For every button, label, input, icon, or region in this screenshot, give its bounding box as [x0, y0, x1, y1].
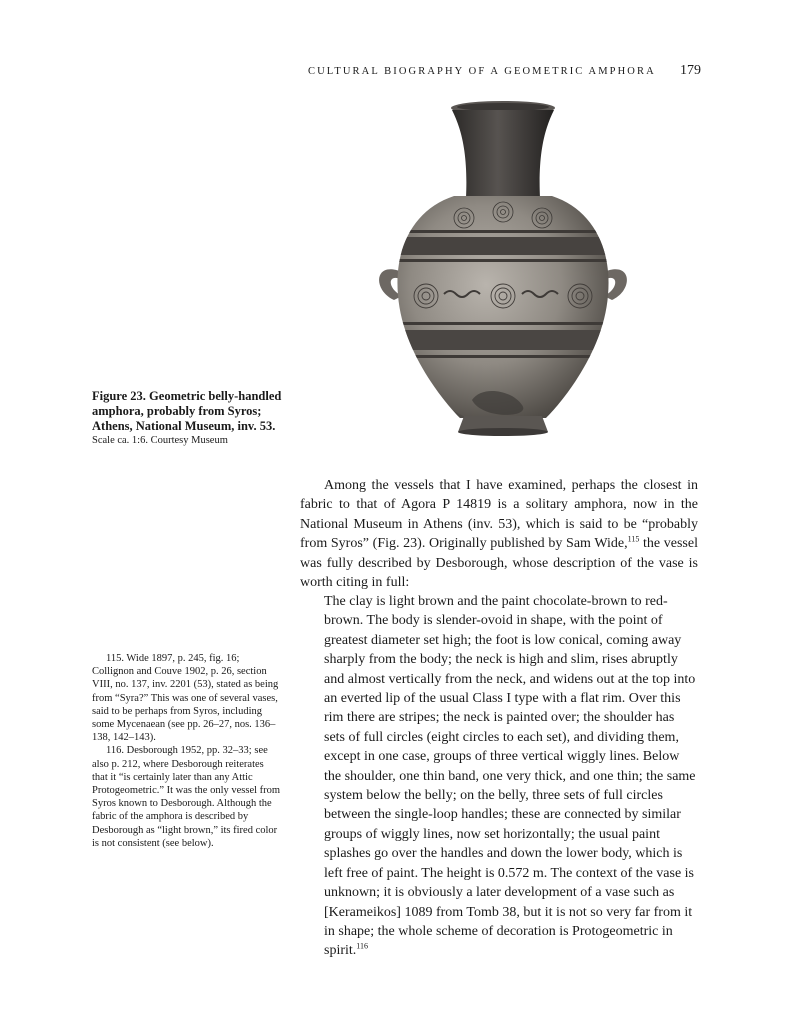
body-paragraph-rest: the vessel was fully described by Desborough, whose description of the vase is worth citing in full: [300, 536, 698, 591]
footnote-ref-115[interactable]: 115 [627, 534, 640, 544]
block-quote-text: The clay is light brown and the paint chocolate-brown to red-brown. The body is slender-ovoid in shape, with the point of greatest diameter set high; the foot is low conical, coming away sharply from the body; the neck is high and slim, rises abruptly and almost vertically from the neck, and widens out at the top into an everted lip of the usual Class I type with a flat rim. Over this rim there are stripes; the neck is painted over; the shoulder has sets of full circles (eight circles to each set), and dividing them, except in one case, groups of three vertical wiggly lines. Below the shoulder, one thin band, one very thick, and one thin; the same system below the belly; on the belly, three sets of full circles between the single-loop handles; these are connected by similar groups of wiggly lines, now set horizontally; the usual paint splashes go over the handles and down the lower body, which is left free of paint. The height is 0.572 m. The context of the vase is unknown; it is obviously a later development of a vase such as [Kerameikos] 1089 from Tomb 38, but it is not so very far from it in shape; the whole scheme of decoration is Protogeometric in spirit. [324, 594, 696, 959]
amphora-photo [372, 100, 634, 440]
body-paragraph [300, 476, 698, 592]
footnote-ref-116[interactable]: 116 [356, 941, 368, 951]
footnote: 115. Wide 1897, p. 245, fig. 16; Collignon and Couve 1902, p. 26, section VIII, no. 137, inv. 2201 (53), stated as being from “Syra?” This was one of several vases, said to be perhaps from Syros, including some Mycenaean (see pp. 26–27, nos. 136–138, 142–143). [92, 653, 279, 744]
block-quote [324, 592, 696, 961]
footnote: 116. Desborough 1952, pp. 32–33; see also p. 212, where Desborough reiterates that it “is certainly later than any Attic Protogeometric.” It was the only vessel from Syros known to Desborough. Although the fabric of the amphora is described by Desborough as “light brown,” its fired color is not consistent (see below). [92, 745, 281, 849]
running-head: CULTURAL BIOGRAPHY OF A GEOMETRIC AMPHORA [308, 66, 656, 77]
footnotes [92, 652, 282, 850]
figure-caption [92, 389, 282, 447]
page-number: 179 [680, 63, 701, 78]
body-paragraph-text: Among the vessels that I have examined, perhaps the closest in fabric to that of Agora P 14819 is a solitary amphora, now in the National Museum in Athens (inv. 53), which is said to be “probably from Syros” (Fig. 23). Originally published by Sam Wide, [300, 478, 698, 552]
caption-title: Figure 23. Geometric belly-handled amphora, probably from Syros; Athens, National Museum, inv. 53. [92, 389, 282, 433]
caption-credit: Scale ca. 1:6. Courtesy Museum [92, 435, 228, 446]
